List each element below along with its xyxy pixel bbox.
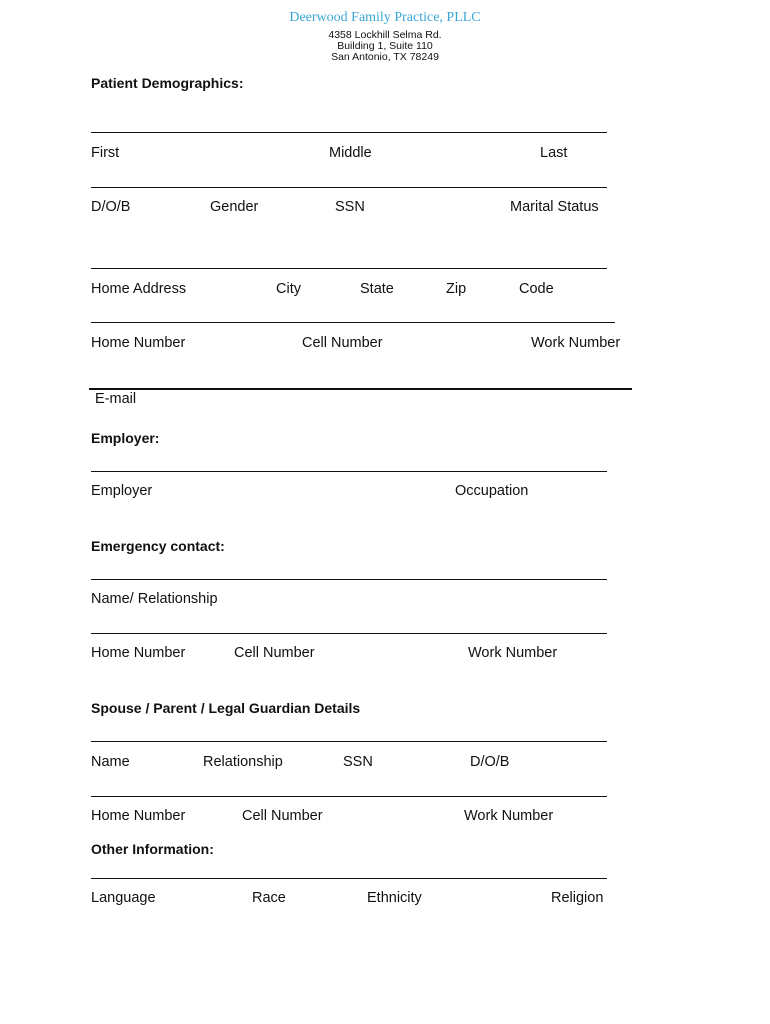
employer-heading: Employer:	[91, 430, 160, 446]
religion-label: Religion	[551, 890, 604, 906]
marital-status-label: Marital Status	[510, 199, 599, 215]
ssn-label: SSN	[335, 199, 365, 215]
home-address-label: Home Address	[91, 281, 187, 297]
city-label: City	[276, 281, 301, 297]
employer-label: Employer	[91, 483, 153, 499]
guardian-ssn-label: SSN	[343, 754, 373, 770]
guardian-name-line[interactable]	[91, 741, 607, 742]
emergency-contact-heading: Emergency contact:	[91, 538, 225, 554]
phone-line[interactable]	[91, 322, 615, 323]
address-line-2: Building 1, Suite 110	[337, 40, 433, 52]
address-line[interactable]	[91, 268, 607, 269]
guardian-heading: Spouse / Parent / Legal Guardian Details	[91, 700, 361, 716]
dob-label: D/O/B	[91, 199, 131, 215]
last-name-label: Last	[540, 145, 568, 161]
name-line[interactable]	[91, 132, 607, 133]
employer-line[interactable]	[91, 471, 607, 472]
guardian-home-number-label: Home Number	[91, 808, 186, 824]
zip-label: Zip	[446, 281, 467, 297]
first-name-label: First	[91, 145, 120, 161]
guardian-dob-label: D/O/B	[470, 754, 510, 770]
guardian-work-number-label: Work Number	[464, 808, 554, 824]
race-label: Race	[252, 890, 286, 906]
emergency-work-number-label: Work Number	[468, 645, 558, 661]
guardian-name-label: Name	[91, 754, 130, 770]
address-line-3: San Antonio, TX 78249	[331, 51, 439, 63]
emergency-name-line[interactable]	[91, 579, 607, 580]
gender-label: Gender	[210, 199, 259, 215]
other-information-heading: Other Information:	[91, 841, 214, 857]
home-number-label: Home Number	[91, 335, 186, 351]
address-line-1: 4358 Lockhill Selma Rd.	[328, 29, 442, 41]
name-relationship-label: Name/ Relationship	[91, 591, 218, 607]
patient-demographics-heading: Patient Demographics:	[91, 75, 244, 91]
email-label: E-mail	[95, 391, 137, 407]
emergency-phone-line[interactable]	[91, 633, 607, 634]
guardian-relationship-label: Relationship	[203, 754, 283, 770]
emergency-home-number-label: Home Number	[91, 645, 186, 661]
occupation-label: Occupation	[455, 483, 529, 499]
other-info-line[interactable]	[91, 878, 607, 879]
guardian-cell-number-label: Cell Number	[242, 808, 323, 824]
cell-number-label: Cell Number	[302, 335, 383, 351]
language-label: Language	[91, 890, 156, 906]
code-label: Code	[519, 281, 554, 297]
ethnicity-label: Ethnicity	[367, 890, 422, 906]
work-number-label: Work Number	[531, 335, 621, 351]
state-label: State	[360, 281, 394, 297]
guardian-phone-line[interactable]	[91, 796, 607, 797]
email-line[interactable]	[89, 388, 632, 390]
emergency-cell-number-label: Cell Number	[234, 645, 315, 661]
practice-name: Deerwood Family Practice, PLLC	[289, 10, 481, 25]
middle-name-label: Middle	[329, 145, 372, 161]
dob-line[interactable]	[91, 187, 607, 188]
